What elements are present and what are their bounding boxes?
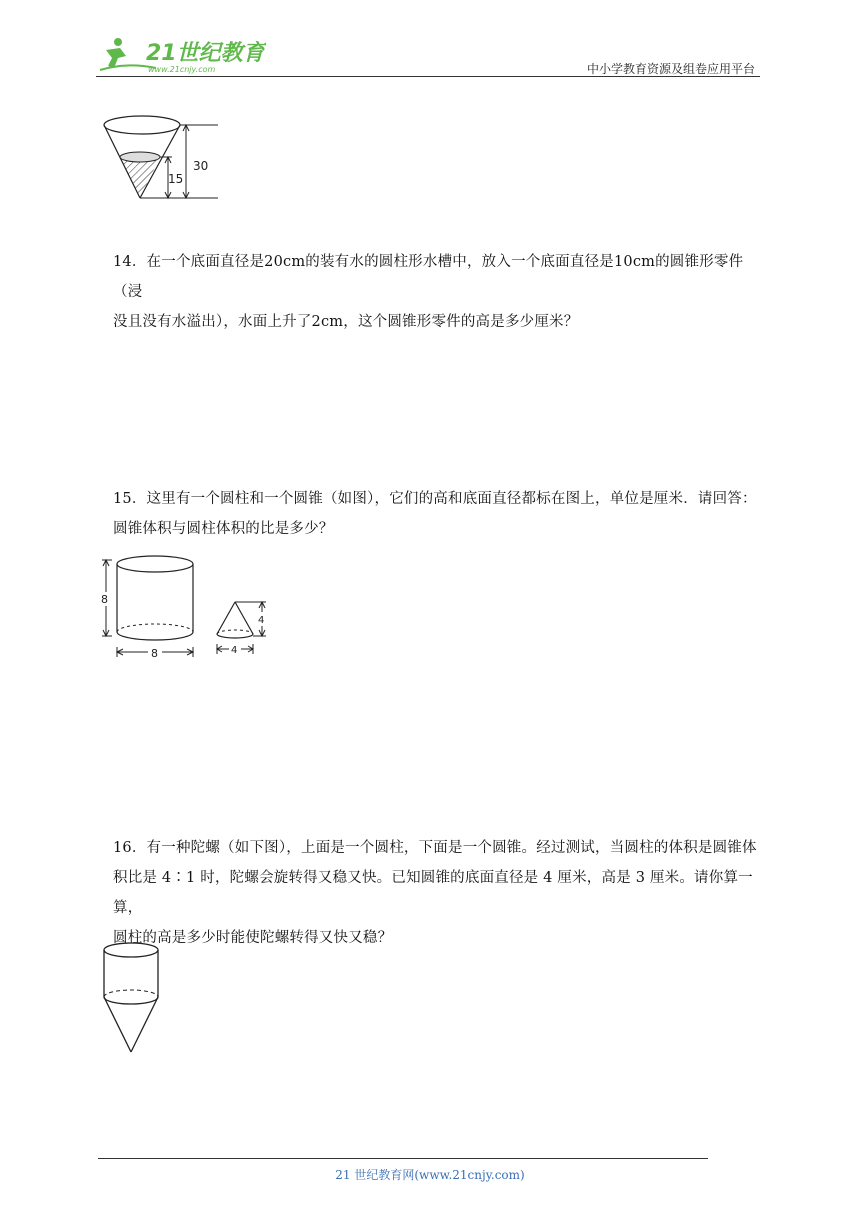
header-divider (96, 76, 760, 77)
platform-name: 中小学教育资源及组卷应用平台 (586, 62, 755, 76)
logo-text: 21世纪教育 (146, 41, 265, 66)
cylinder-diameter-label: 8 (151, 647, 158, 660)
figure-spinning-top (100, 940, 166, 1056)
question-14 (113, 247, 763, 337)
cylinder-height-label: 8 (101, 593, 108, 606)
logo-url: www.21cnjy.com (148, 65, 216, 74)
site-logo (96, 36, 266, 76)
question-14-line-2: 没且没有水溢出），水面上升了2cm，这个圆锥形零件的高是多少厘米？ (113, 314, 579, 330)
cone-diameter-label: 4 (231, 645, 238, 656)
label-15: 15 (168, 172, 184, 186)
question-15-line-1: 15．这里有一个圆柱和一个圆锥（如图），它们的高和底面直径都标在图上，单位是厘米．请回答： (113, 491, 757, 507)
question-15-line-2: 圆锥体积与圆柱体积的比是多少？ (113, 521, 334, 537)
question-14-line-1: 14．在一个底面直径是20cm的装有水的圆柱形水槽中，放入一个底面直径是10cm的圆锥形零件（浸 (113, 254, 744, 300)
question-16 (113, 833, 763, 953)
cone-height-label: 4 (258, 615, 265, 626)
logo-runner-icon (96, 36, 266, 76)
label-30: 30 (193, 159, 209, 173)
footer-link[interactable]: 21 世纪教育网(www.21cnjy.com) (335, 1168, 525, 1182)
question-16-line-1: 16．有一种陀螺（如下图），上面是一个圆柱，下面是一个圆锥。经过测试，当圆柱的体积是圆锥体 (113, 840, 757, 856)
figure-cylinder-cone (98, 552, 273, 662)
question-16-line-3: 圆柱的高是多少时能使陀螺转得又快又稳？ (113, 930, 393, 946)
figure-cone-water (100, 110, 230, 205)
footer-divider (98, 1158, 708, 1159)
question-16-line-2: 积比是 4∶1 时，陀螺会旋转得又稳又快。已知圆锥的底面直径是 4 厘米，高是 3 厘米。请你算一算， (113, 870, 753, 916)
question-15 (113, 484, 763, 544)
